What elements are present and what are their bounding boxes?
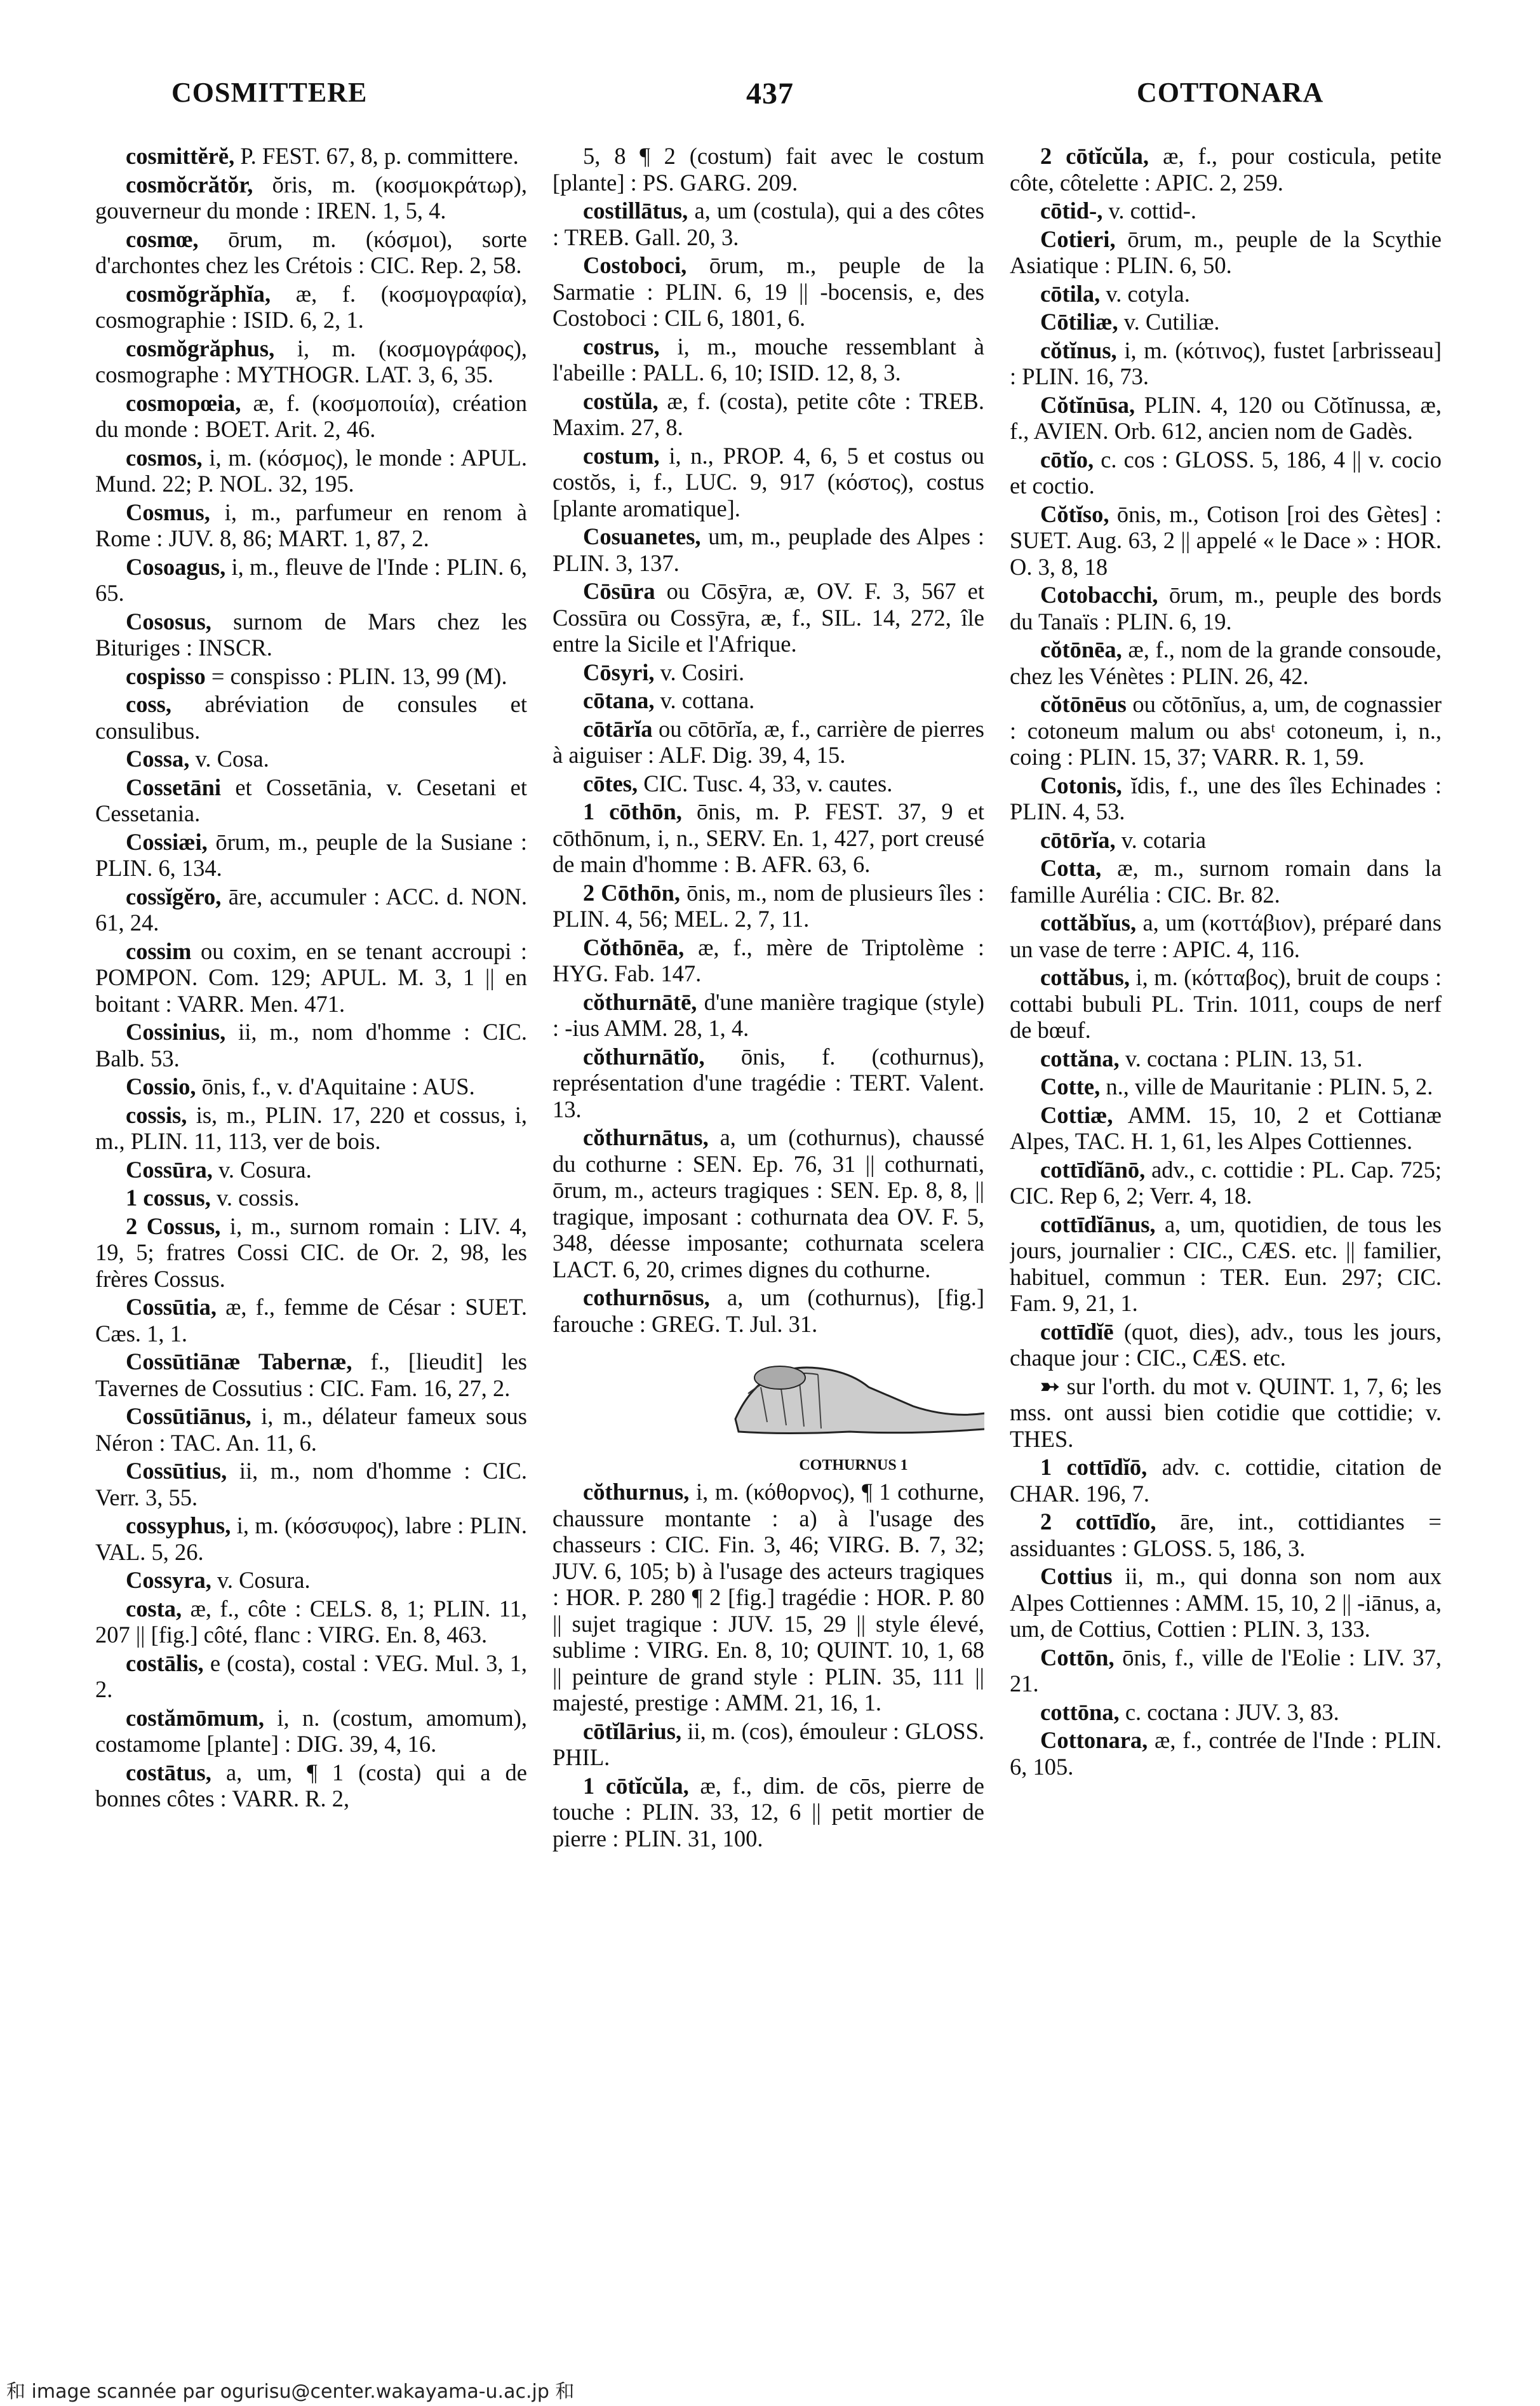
dictionary-entry: [95, 1567, 527, 1594]
dictionary-entry: [1010, 501, 1442, 581]
entry-definition: æ, f. (costa), petite côte : TREB. Maxim. 27, 8.: [552, 387, 984, 440]
entry-definition: i, m., parfumeur en renom à Rome : JUV. 8, 86; MART. 1, 87, 2.: [95, 499, 527, 551]
dictionary-entry: [95, 554, 527, 607]
dictionary-entry: [95, 1073, 527, 1100]
entry-definition: v. Cosiri.: [660, 659, 745, 685]
dictionary-entry: [552, 1124, 984, 1282]
dictionary-entry: [95, 884, 527, 936]
dictionary-entry: [95, 1759, 527, 1812]
dictionary-entry: [95, 335, 527, 388]
entry-definition: d'une manière tragique (style) : -ius AMM. 28, 1, 4.: [552, 988, 984, 1041]
entry-headword: Cotte,: [1040, 1073, 1101, 1099]
dictionary-entry: [1010, 772, 1442, 825]
entry-definition: ōrum, m., peuple des bords du Tanaïs : PLIN. 6, 19.: [1010, 582, 1442, 635]
entry-definition: ōnis, f., v. d'Aquitaine : AUS.: [201, 1073, 475, 1099]
entry-headword: 2 Cōthōn,: [583, 879, 681, 906]
dictionary-entry: [95, 1019, 527, 1072]
entry-definition: i, m. (κόσμος), le monde : APUL. Mund. 22; P. NOL. 32, 195.: [95, 444, 527, 497]
entry-headword: Cottiæ,: [1040, 1101, 1113, 1128]
entry-definition: æ, f., côte : CELS. 8, 1; PLIN. 11, 207 || [fig.] côté, flanc : VIRG. En. 8, 463.: [95, 1595, 527, 1648]
entry-headword: cothurnōsus,: [583, 1284, 710, 1310]
dictionary-entry: [1010, 1644, 1442, 1697]
entry-definition: ōrum, m., peuple de la Scythie Asiatique : PLIN. 6, 50.: [1010, 225, 1442, 278]
dictionary-entry: [552, 1284, 984, 1337]
entry-headword: 2 cottīdĭo,: [1040, 1509, 1156, 1535]
entry-definition: adv., c. cottidie : PL. Cap. 725; CIC. Rep 6, 2; Verr. 4, 18.: [1010, 1156, 1442, 1209]
entry-definition: i, n., PROP. 4, 6, 5 et costus ou costŏs, i, f., LUC. 9, 917 (κόστος), costus [plante aromatique].: [552, 442, 984, 521]
dictionary-entry: [1010, 910, 1442, 962]
dictionary-entry: [1010, 691, 1442, 770]
entry-definition: surnom de Mars chez les Bituriges : INSCR.: [95, 608, 527, 661]
entry-headword: cōtid-,: [1040, 198, 1103, 224]
entry-headword: cōtes,: [583, 770, 638, 796]
entry-definition: æ, f., nom de la grande consoude, chez les Vénètes : PLIN. 26, 42.: [1010, 636, 1442, 689]
entry-definition: ōrum, m. (κόσμοι), sorte d'archontes chez les Crétois : CIC. Rep. 2, 58.: [95, 225, 527, 278]
dictionary-entry: [1010, 827, 1442, 854]
dictionary-entry: [552, 252, 984, 332]
dictionary-entry: [1010, 1073, 1442, 1100]
dictionary-entry: [552, 770, 984, 797]
entry-definition: i, m., délateur fameux sous Néron : TAC. An. 11, 6.: [95, 1403, 527, 1456]
entry-definition: æ, f., mère de Triptolème : HYG. Fab. 147.: [552, 934, 984, 986]
entry-definition: ōnis, f. (cothurnus), représentation d'une tragédie : TERT. Valent. 13.: [552, 1043, 984, 1122]
entry-headword: cossyphus,: [126, 1512, 231, 1538]
entry-headword: cōtārĭa: [583, 715, 653, 742]
entry-definition: v. Cosa.: [195, 746, 269, 772]
entry-headword: cōtōrĭa,: [1040, 826, 1116, 853]
entry-definition: CIC. Tusc. 4, 33, v. cautes.: [643, 770, 893, 796]
entry-headword: Cososus,: [126, 608, 211, 635]
dictionary-entry: [552, 578, 984, 657]
entry-definition: abréviation de consules et consulibus.: [95, 691, 527, 744]
entry-definition: i, m., fleuve de l'Inde : PLIN. 6, 65.: [95, 553, 527, 606]
entry-definition: f., [lieudit] les Tavernes de Cossutius : CIC. Fam. 16, 27, 2.: [95, 1348, 527, 1401]
entry-headword: cottīdĭānus,: [1040, 1211, 1156, 1237]
entry-definition: P. FEST. 67, 8, p. committere.: [240, 143, 519, 169]
entry-headword: cōtĭlārius,: [583, 1717, 682, 1744]
entry-definition: a, um (cothurnus), chaussé du cothurne : SEN. Ep. 76, 31 || cothurnati, ōrum, m., acteurs tragiques : SEN. Ep. 8, 8, || tragique, imposant : cothurnata dea OV. F. 5, 348, déesse imposante; cothurnata scelera LACT. 6, 20, crimes dignes du cothurne.: [552, 1124, 984, 1282]
entry-headword: Cosmus,: [126, 499, 210, 525]
dictionary-entry: [95, 499, 527, 552]
entry-headword: Cossinius,: [126, 1019, 226, 1045]
entry-definition: i, m., mouche ressemblant à l'abeille : PALL. 6, 10; ISID. 12, 8, 3.: [552, 333, 984, 386]
entry-definition: v. cottana.: [660, 687, 755, 713]
entry-headword: Cottōn,: [1040, 1644, 1115, 1670]
entry-headword: Cosuanetes,: [583, 523, 701, 549]
entry-headword: cōtana,: [583, 687, 655, 713]
entry-headword: Cossa,: [126, 746, 190, 772]
entry-definition: e (costa), costal : VEG. Mul. 3, 1, 2.: [95, 1650, 527, 1702]
dictionary-entry: [95, 143, 527, 170]
entry-definition: ĭdis, f., une des îles Echinades : PLIN. 4, 53.: [1010, 772, 1442, 824]
dictionary-entry: [552, 989, 984, 1042]
dictionary-entry: [1010, 1727, 1442, 1780]
entry-definition: ii, m. (cos), émouleur : GLOSS. PHIL.: [552, 1717, 984, 1770]
entry-definition: āre, accumuler : ACC. d. NON. 61, 24.: [95, 883, 527, 936]
entry-definition: v. cossis.: [217, 1185, 300, 1211]
entry-definition: ii, m., nom d'homme : CIC. Balb. 53.: [95, 1019, 527, 1072]
entry-headword: 1 cōthōn,: [583, 798, 682, 824]
dictionary-entry: [95, 1348, 527, 1401]
entry-definition: i, m. (κότταβος), bruit de coups : cottabi bubuli PL. Trin. 1011, coups de nerf de bœuf.: [1010, 964, 1442, 1043]
entry-headword: cōtila,: [1040, 280, 1101, 307]
entry-definition: v. cottid-.: [1108, 198, 1196, 224]
entry-headword: Costoboci,: [583, 252, 687, 278]
dictionary-entry: [1010, 1157, 1442, 1209]
entry-headword: costātus,: [126, 1759, 211, 1785]
entry-definition: n., ville de Mauritanie : PLIN. 5, 2.: [1106, 1073, 1433, 1099]
entry-headword: 1 cōtĭcŭla,: [583, 1772, 689, 1799]
dictionary-entry: [552, 659, 984, 686]
right-guide-word: COTTONARA: [1137, 77, 1324, 108]
entry-headword: Cōsyri,: [583, 659, 655, 685]
entry-definition: ii, m., qui donna son nom aux Alpes Cottiennes : AMM. 15, 10, 2 || -iānus, a, um, de Cottius, Cottien : PLIN. 3, 133.: [1010, 1563, 1442, 1642]
dictionary-entry: [552, 934, 984, 987]
dictionary-entry: [95, 691, 527, 744]
entry-definition: = conspisso : PLIN. 13, 99 (M).: [211, 662, 507, 689]
entry-headword: cossĭgĕro,: [126, 883, 222, 910]
entry-definition: a, um (cothurnus), [fig.] farouche : GREG. T. Jul. 31.: [552, 1284, 984, 1337]
dictionary-entry: [1010, 1045, 1442, 1072]
page-number: 437: [746, 77, 794, 111]
dictionary-entry: [95, 1650, 527, 1703]
entry-definition: ii, m., nom d'homme : CIC. Verr. 3, 55.: [95, 1458, 527, 1510]
entry-headword: cŏtĭnus,: [1040, 337, 1117, 363]
entry-headword: ➳: [1040, 1373, 1060, 1399]
dictionary-entry: [95, 1294, 527, 1347]
entry-headword: cosmos,: [126, 444, 203, 471]
entry-definition: c. cos : GLOSS. 5, 186, 4 || v. cocio et coctio.: [1010, 446, 1442, 499]
cothurnus-boot-illustration-icon: [723, 1343, 984, 1444]
dictionary-entry: [1010, 281, 1442, 307]
dictionary-entry: [1010, 337, 1442, 390]
entry-headword: cossis,: [126, 1101, 187, 1128]
entry-definition: PLIN. 4, 120 ou Cŏtĭnussa, æ, f., AVIEN. Orb. 612, ancien nom de Gadès.: [1010, 391, 1442, 444]
dictionary-entry: [1010, 582, 1442, 635]
dictionary-entry: [95, 829, 527, 882]
dictionary-entry: [1010, 1509, 1442, 1561]
dictionary-entry: [1010, 392, 1442, 445]
dictionary-entry: [552, 1339, 984, 1716]
dictionary-entry: [95, 1157, 527, 1183]
entry-headword: costālis,: [126, 1650, 204, 1676]
dictionary-entry: [552, 198, 984, 250]
entry-definition: v. cotyla.: [1106, 280, 1190, 307]
entry-definition: (quot, dies), adv., tous les jours, chaque jour : CIC., CÆS. etc.: [1010, 1318, 1442, 1371]
entry-definition: AMM. 15, 10, 2 et Cottianæ Alpes, TAC. H. 1, 61, les Alpes Cottiennes.: [1010, 1101, 1442, 1154]
entry-definition: ou cŏtōnĭus, a, um, de cognassier : cotoneum malum ou absᵗ cotoneum, i, n., coing : PLIN. 15, 37; VARR. R. 1, 59.: [1010, 691, 1442, 770]
column-2: [552, 143, 984, 2334]
entry-definition: ōnis, m., nom de plusieurs îles : PLIN. 4, 56; MEL. 2, 7, 11.: [552, 879, 984, 932]
entry-definition: v. coctana : PLIN. 13, 51.: [1125, 1045, 1363, 1072]
dictionary-entry: [95, 1512, 527, 1565]
entry-headword: Cossetāni: [126, 774, 222, 800]
entry-headword: cŏthurnātus,: [583, 1124, 709, 1150]
entry-headword: cŏthurnātē,: [583, 988, 697, 1015]
entry-definition: i, m. (κόσσυφος), labre : PLIN. VAL. 5, 26.: [95, 1512, 527, 1565]
entry-headword: Cotta,: [1040, 855, 1102, 881]
entry-headword: Cŏtĭso,: [1040, 501, 1109, 527]
entry-headword: cottīdĭānō,: [1040, 1156, 1146, 1183]
entry-definition: adv. c. cottidie, citation de CHAR. 196, 7.: [1010, 1454, 1442, 1507]
dictionary-entry: [95, 774, 527, 827]
entry-definition: v. Cutiliæ.: [1123, 309, 1220, 335]
dictionary-entry: [1010, 143, 1442, 196]
entry-definition: æ, m., surnom romain dans la famille Aurélia : CIC. Br. 82.: [1010, 855, 1442, 908]
dictionary-entry: [95, 1403, 527, 1456]
entry-headword: cōtĭo,: [1040, 446, 1094, 473]
entry-definition: ōrum, m., peuple de la Sarmatie : PLIN. 6, 19 || -bocensis, e, des Costoboci : CIL 6, 1801, 6.: [552, 252, 984, 331]
entry-headword: cottīdĭē: [1040, 1318, 1114, 1345]
dictionary-entry: [552, 880, 984, 932]
dictionary-entry: [552, 716, 984, 769]
dictionary-entry: [1010, 1373, 1442, 1453]
entry-headword: Cossūra,: [126, 1156, 213, 1183]
figure-caption: COTHURNUS 1: [799, 1456, 908, 1474]
dictionary-entry: [95, 445, 527, 497]
dictionary-entry: [1010, 1319, 1442, 1371]
entry-headword: Cossūtiānus,: [126, 1403, 251, 1429]
entry-headword: Cottonara,: [1040, 1727, 1148, 1753]
entry-definition: a, um, ¶ 1 (costa) qui a de bonnes côtes : VARR. R. 2,: [95, 1759, 527, 1811]
entry-headword: Cōsūra: [583, 578, 655, 604]
dictionary-entry: [1010, 964, 1442, 1044]
entry-definition: i, m. (κότινος), fustet [arbrisseau] : PLIN. 16, 73.: [1010, 337, 1442, 389]
entry-definition: i, n. (costum, amomum), costamome [plante] : DIG. 39, 4, 16.: [95, 1704, 527, 1757]
entry-definition: i, m., surnom romain : LIV. 4, 19, 5; fratres Cossi CIC. de Or. 2, 98, les frères Cossus.: [95, 1213, 527, 1292]
entry-headword: coss,: [126, 691, 171, 717]
entry-definition: v. Cosura.: [217, 1567, 311, 1593]
dictionary-entry: [95, 1705, 527, 1757]
entry-definition: ōrum, m., peuple de la Susiane : PLIN. 6, 134.: [95, 828, 527, 881]
entry-definition: c. coctana : JUV. 3, 83.: [1125, 1698, 1339, 1725]
dictionary-entry: [1010, 226, 1442, 279]
dictionary-entry: [552, 388, 984, 441]
dictionary-entry: [95, 1185, 527, 1211]
entry-headword: cottăbus,: [1040, 964, 1130, 990]
entry-headword: Cossiæi,: [126, 828, 208, 855]
entry-definition: a, um (costula), qui a des côtes : TREB. Gall. 20, 3.: [552, 198, 984, 250]
entry-headword: Cottius: [1040, 1563, 1113, 1589]
entry-definition: ou cōtōrĭa, æ, f., carrière de pierres à aiguiser : ALF. Dig. 39, 4, 15.: [552, 715, 984, 768]
entry-definition: ou Cōsȳra, æ, OV. F. 3, 567 et Cossūra ou Cossȳra, æ, f., SIL. 14, 272, île entre la Sicile et l'Afrique.: [552, 578, 984, 657]
entry-definition: sur l'orth. du mot v. QUINT. 1, 7, 6; les mss. ont aussi bien cotidie que cottidie; v. THES.: [1010, 1373, 1442, 1452]
dictionary-entry: [552, 1773, 984, 1852]
entry-headword: cŏtōnēus: [1040, 691, 1127, 717]
dictionary-entry: [95, 281, 527, 333]
entry-definition: æ, f., pour costicula, petite côte, côtelette : APIC. 2, 259.: [1010, 143, 1442, 196]
dictionary-entry: [1010, 447, 1442, 499]
entry-headword: Cōtiliæ,: [1040, 309, 1118, 335]
dictionary-entry: [95, 746, 527, 772]
dictionary-entry: [552, 1718, 984, 1771]
entry-definition: ŏris, m. (κοσμοκράτωρ), gouverneur du monde : IREN. 1, 5, 4.: [95, 171, 527, 224]
entry-headword: cottōna,: [1040, 1698, 1120, 1725]
entry-headword: Cossūtiānæ Tabernæ,: [126, 1348, 352, 1374]
left-guide-word: COSMITTERE: [171, 77, 368, 108]
dictionary-entry: [1010, 309, 1442, 335]
dictionary-entry: [95, 171, 527, 224]
entry-headword: cospisso: [126, 662, 206, 689]
dictionary-entry: [95, 1213, 527, 1293]
dictionary-entry: [1010, 1211, 1442, 1317]
dictionary-entry: [95, 938, 527, 1018]
entry-headword: costum,: [583, 442, 660, 469]
entry-definition: a, um (κοττάβιον), préparé dans un vase de terre : APIC. 4, 116.: [1010, 910, 1442, 962]
entry-headword: Cotobacchi,: [1040, 582, 1158, 608]
entry-headword: Cŏtĭnūsa,: [1040, 391, 1135, 418]
dictionary-entry: [95, 1458, 527, 1510]
dictionary-entry: [1010, 855, 1442, 908]
entry-definition: i, m. (κόθορνος), ¶ 1 cothurne, chaussure montante : a) à l'usage des chasseurs : CIC. Fin. 3, 46; VIRG. B. 7, 32; JUV. 6, 105; b) à l'usage des acteurs tragiques : HOR. P. 280 ¶ 2 [fig.] tragédie : HOR. P. 80 || sujet tragique : JUV. 15, 29 || style élevé, sublime : VIRG. En. 8, 10; QUINT. 10, 1, 68 || peinture de grand style : PLIN. 35, 111 || majesté, prestige : AMM. 21, 16, 1.: [552, 1479, 984, 1716]
entry-definition: ōnis, m. P. FEST. 37, 9 et cōthōnum, i, n., SERV. En. 1, 427, port creusé de main d'homme : B. AFR. 63, 6.: [552, 798, 984, 877]
dictionary-entry: [1010, 1563, 1442, 1643]
entry-headword: Cossūtia,: [126, 1294, 217, 1320]
entry-headword: cosmopœia,: [126, 389, 241, 416]
entry-headword: Cossio,: [126, 1073, 196, 1099]
dictionary-entry: [552, 523, 984, 576]
entry-headword: cosmœ,: [126, 225, 199, 252]
dictionary-entry: [552, 443, 984, 522]
entry-definition: æ, f., dim. de cōs, pierre de touche : PLIN. 33, 12, 6 || petit mortier de pierre : PLIN. 31, 100.: [552, 1772, 984, 1852]
dictionary-entry: [95, 608, 527, 661]
dictionary-entry: [95, 1596, 527, 1648]
entry-headword: Cossūtius,: [126, 1458, 227, 1484]
dictionary-entry: [95, 1102, 527, 1155]
entry-definition: æ, f. (κοσμοποιία), création du monde : BOET. Arit. 2, 46.: [95, 389, 527, 442]
entry-definition: æ, f., contrée de l'Inde : PLIN. 6, 105.: [1010, 1727, 1442, 1780]
dictionary-entry: [95, 663, 527, 690]
entry-headword: cosmittĕrĕ,: [126, 143, 235, 169]
entry-definition: 5, 8 ¶ 2 (costum) fait avec le costum [plante] : PS. GARG. 209.: [552, 143, 984, 196]
dictionary-entry: [552, 333, 984, 386]
entry-headword: cosmŏcrătŏr,: [126, 171, 253, 198]
dictionary-entry: [95, 226, 527, 279]
column-1: [95, 143, 527, 2334]
dictionary-entry: [1010, 1102, 1442, 1155]
entry-headword: cosmŏgrăphĭa,: [126, 280, 271, 307]
dictionary-entry: [552, 143, 984, 196]
entry-headword: 1 cottīdĭō,: [1040, 1454, 1148, 1480]
entry-definition: ōnis, m., Cotison [roi des Gètes] : SUET. Aug. 63, 2 || appelé « le Dace » : HOR. O. 3, 8, 18: [1010, 501, 1442, 580]
entry-headword: Cotonis,: [1040, 772, 1122, 798]
entry-definition: v. cotaria: [1121, 826, 1207, 853]
entry-headword: Cossyra,: [126, 1567, 211, 1593]
column-3: [1010, 143, 1442, 2334]
entry-headword: cŏthurnātĭo,: [583, 1043, 705, 1070]
dictionary-entry: [1010, 198, 1442, 224]
entry-headword: Cotieri,: [1040, 225, 1116, 252]
entry-definition: a, um, quotidien, de tous les jours, journalier : CIC., CÆS. etc. || familier, habituel, commun : TER. Eun. 297; CIC. Fam. 9, 21, 1.: [1010, 1211, 1442, 1316]
entry-definition: ou coxim, en se tenant accroupi : POMPON. Com. 129; APUL. M. 3, 1 || en boitant : VARR. Men. 471.: [95, 938, 527, 1017]
entry-headword: cottăbĭus,: [1040, 910, 1137, 936]
entry-headword: costămōmum,: [126, 1704, 264, 1731]
entry-headword: 2 cōtĭcŭla,: [1040, 143, 1149, 169]
entry-headword: cŏtōnēa,: [1040, 636, 1122, 662]
entry-headword: cossim: [126, 938, 192, 964]
entry-headword: costŭla,: [583, 387, 659, 414]
entry-definition: is, m., PLIN. 17, 220 et cossus, i, m., PLIN. 11, 113, ver de bois.: [95, 1101, 527, 1154]
entry-definition: et Cossetānia, v. Cesetani et Cessetania.: [95, 774, 527, 826]
entry-headword: costillātus,: [583, 198, 688, 224]
dictionary-entry: [552, 798, 984, 878]
entry-headword: Cosoagus,: [126, 553, 226, 580]
dictionary-entry: [1010, 636, 1442, 689]
scan-credit-footer: 和 image scannée par ogurisu@center.wakayama-u.ac.jp 和: [6, 2381, 575, 2403]
dictionary-entry: [552, 687, 984, 714]
entry-definition: v. Cosura.: [218, 1156, 312, 1183]
entry-headword: costrus,: [583, 333, 660, 360]
entry-definition: æ, f. (κοσμογραφία), cosmographie : ISID. 6, 2, 1.: [95, 280, 527, 333]
entry-definition: āre, int., cottidiantes = assiduantes : GLOSS. 5, 186, 3.: [1010, 1509, 1442, 1561]
dictionary-entry: [95, 390, 527, 443]
dictionary-entry: [552, 1044, 984, 1123]
entry-headword: cottăna,: [1040, 1045, 1120, 1072]
entry-definition: ōnis, f., ville de l'Eolie : LIV. 37, 21.: [1010, 1644, 1442, 1697]
entry-headword: cŏthurnus,: [583, 1479, 690, 1505]
dictionary-entry: [1010, 1699, 1442, 1726]
entry-definition: i, m. (κοσμογράφος), cosmographe : MYTHOGR. LAT. 3, 6, 35.: [95, 335, 527, 387]
entry-headword: 2 Cossus,: [126, 1213, 221, 1239]
dictionary-entry: [1010, 1454, 1442, 1507]
entry-definition: um, m., peuplade des Alpes : PLIN. 3, 137.: [552, 523, 984, 576]
cothurnus-figure: [692, 1343, 984, 1476]
entry-headword: Cŏthōnēa,: [583, 934, 685, 960]
entry-headword: cosmŏgrăphus,: [126, 335, 275, 361]
entry-headword: costa,: [126, 1595, 182, 1622]
entry-definition: æ, f., femme de César : SUET. Cæs. 1, 1.: [95, 1294, 527, 1347]
entry-headword: 1 cossus,: [126, 1185, 211, 1211]
